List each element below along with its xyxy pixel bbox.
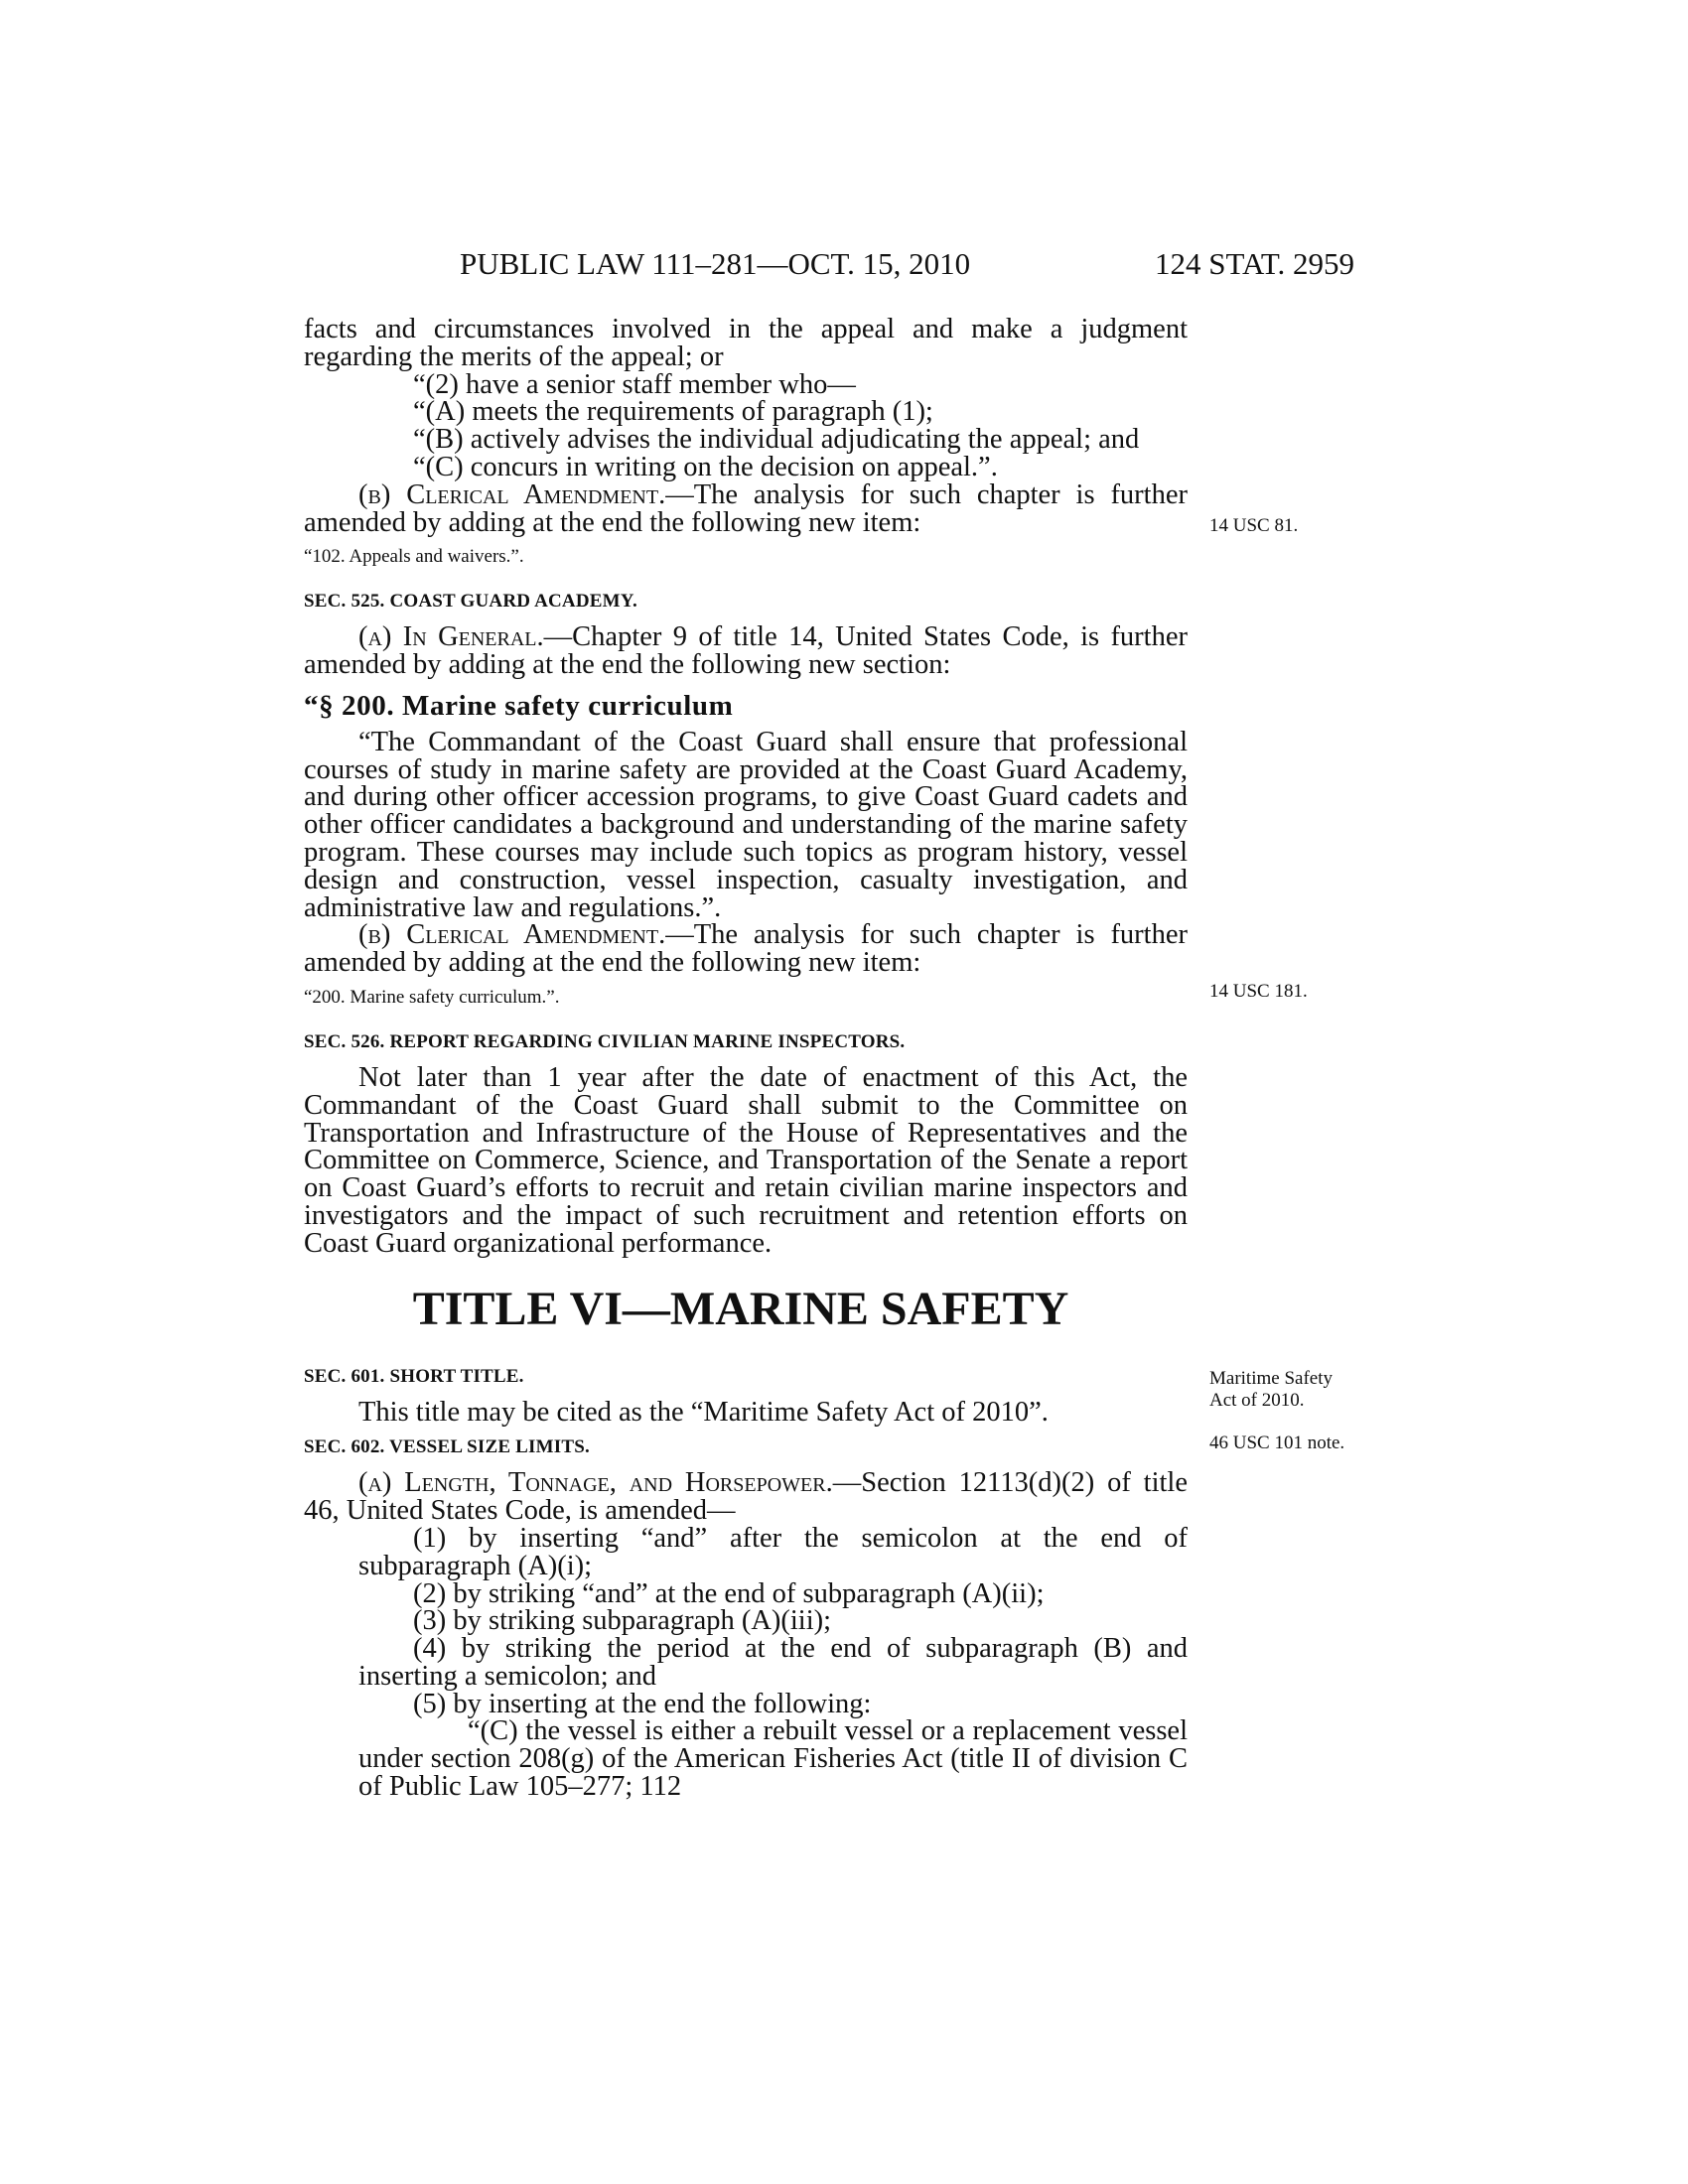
margin-note-citation: 14 USC 81. xyxy=(1209,515,1299,536)
header-public-law: PUBLIC LAW 111–281—OCT. 15, 2010 xyxy=(460,246,971,281)
subsection-text: —The analysis for such chapter is further amended by adding at the end the following new item: xyxy=(304,478,1188,538)
paragraph: “(C) concurs in writing on the decision on appeal.”. xyxy=(413,451,998,482)
section-heading: SEC. 525. COAST GUARD ACADEMY. xyxy=(304,591,637,613)
analysis-item: “102. Appeals and waivers.”. xyxy=(304,546,524,568)
paragraph: “The Commandant of the Coast Guard shall ensure that professional courses of study in marine safety are provided at the Coast Guard Academy, and during other officer accession programs, to give Coast Guard cadets and other officer candidates a background and understanding of the marine safety program. These courses may include such topics as program history, vessel design and construction, vessel inspection, casualty investigation, and administrative law and regulations.”. xyxy=(304,726,1188,923)
section-heading: SEC. 601. SHORT TITLE. xyxy=(304,1365,524,1387)
subsection-text: —Section 12113(d)(2) of title 46, United States Code, is amended— xyxy=(304,1467,1188,1527)
paragraph: (4) by striking the period at the end of subparagraph (B) and inserting a semicolon; and xyxy=(358,1633,1188,1692)
margin-note-short-title xyxy=(1209,1368,1388,1412)
margin-note-citation: 14 USC 181. xyxy=(1209,981,1308,1002)
paragraph: (2) by striking “and” at the end of subparagraph (A)(ii); xyxy=(413,1577,1045,1609)
paragraph: (1) by inserting “and” after the semicolon at the end of subparagraph (A)(i); xyxy=(358,1522,1188,1581)
section-heading: SEC. 602. VESSEL SIZE LIMITS. xyxy=(304,1436,590,1458)
body-text xyxy=(304,316,1188,1801)
quoted-section-heading: “§ 200. Marine safety curriculum xyxy=(304,689,734,722)
margin-note-line: Maritime Safety xyxy=(1209,1368,1333,1389)
title-heading: TITLE VI—MARINE SAFETY xyxy=(412,1282,1069,1335)
subsection-label: (b) Clerical Amendment. xyxy=(358,919,666,951)
paragraph xyxy=(304,921,1188,977)
margin-note-citation: 46 USC 101 note. xyxy=(1209,1433,1345,1453)
page-header xyxy=(0,246,1688,290)
paragraph: (5) by inserting at the end the following: xyxy=(413,1688,872,1719)
paragraph: This title may be cited as the “Maritime Safety Act of 2010”. xyxy=(358,1396,1049,1428)
paragraph: Not later than 1 year after the date of enactment of this Act, the Commandant of the Coast Guard shall submit to the Committee on Transportation and Infrastructure of the House of Representatives and the Committee on Commerce, Science, and Transportation of the Senate a report on Coast Guard’s efforts to recruit and retain civilian marine inspectors and investigators and the impact of such recruitment and retention efforts on Coast Guard organizational performance. xyxy=(304,1061,1188,1259)
paragraph: “(C) the vessel is either a rebuilt vessel or a replacement vessel under section 208(g) of the American Fisheries Act (title II of division C of Public Law 105–277; 112 xyxy=(358,1715,1188,1803)
subsection-label: (a) In General. xyxy=(358,621,544,653)
margin-note-line: Act of 2010. xyxy=(1209,1390,1305,1411)
header-stat-page: 124 STAT. 2959 xyxy=(1155,246,1355,281)
subsection-label: (b) Clerical Amendment. xyxy=(358,478,666,510)
paragraph xyxy=(304,478,1188,538)
paragraph: “(2) have a senior staff member who— xyxy=(413,368,856,400)
paragraph: facts and circumstances involved in the appeal and make a judgment regarding the merits of the appeal; or xyxy=(304,314,1188,372)
paragraph xyxy=(304,1469,1188,1525)
subsection-text: —The analysis for such chapter is further amended by adding at the end the following new item: xyxy=(304,919,1188,979)
analysis-item: “200. Marine safety curriculum.”. xyxy=(304,986,560,1008)
paragraph xyxy=(304,623,1188,679)
paragraph: “(B) actively advises the individual adjudicating the appeal; and xyxy=(413,424,1140,456)
subsection-label: (a) Length, Tonnage, and Horsepower. xyxy=(358,1467,833,1499)
paragraph: (3) by striking subparagraph (A)(iii); xyxy=(413,1605,832,1637)
section-heading: SEC. 526. REPORT REGARDING CIVILIAN MARINE INSPECTORS. xyxy=(304,1030,906,1052)
subsection-text: —Chapter 9 of title 14, United States Code, is further amended by adding at the end the following new section: xyxy=(304,621,1188,681)
paragraph: “(A) meets the requirements of paragraph (1); xyxy=(413,396,933,428)
